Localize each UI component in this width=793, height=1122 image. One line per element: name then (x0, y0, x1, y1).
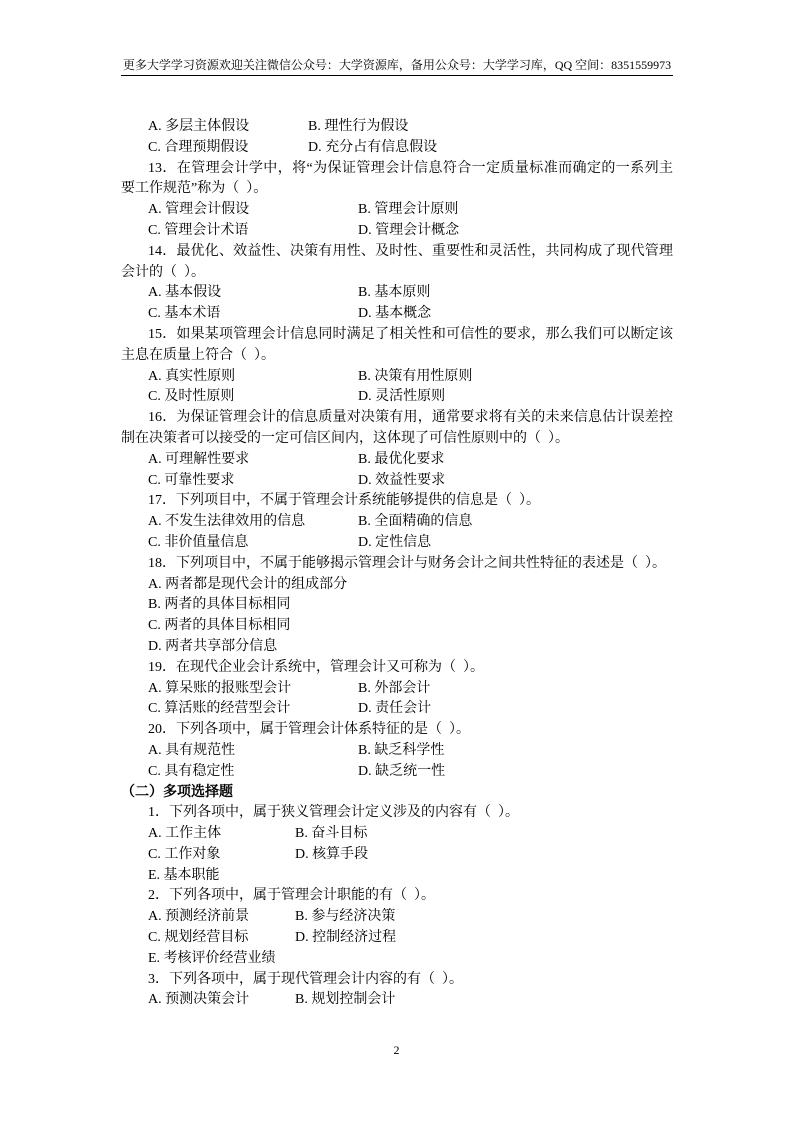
q14-options-row-cd (121, 304, 673, 325)
q15-stem-line-2: 主息在质量上符合（ ）。 (121, 347, 275, 363)
q17-option-c: C. 非价值量信息 (148, 534, 249, 550)
q14-option-d: D. 基本概念 (358, 306, 432, 322)
q16-options-row-cd (121, 471, 673, 492)
q13-stem-line-1: 13．在管理会计学中，将“为保证管理会计信息符合一定质量标准而确定的一系列主 (148, 160, 673, 176)
header-rule (121, 75, 673, 76)
q12-option-b: B. 理性行为假设 (308, 119, 409, 134)
mc-q3-options-row-ab (121, 990, 673, 1011)
page-number: 2 (393, 1043, 400, 1057)
q18-option-a: A. 两者都是现代会计的组成部分 (148, 576, 348, 592)
q17-options-row-ab (121, 512, 673, 533)
mc-q2-options-row-cd (121, 928, 673, 949)
q19-option-d: D. 责任会计 (358, 701, 432, 717)
q13-stem-line-2: 要工作规范”称为（ ）。 (121, 181, 268, 197)
q12-option-c: C. 合理预期假设 (148, 139, 249, 155)
q16-stem-line-2: 制在决策者可以接受的一定可信区间内，这体现了可信性原则中的（ ）。 (121, 430, 569, 446)
q20-option-c: C. 具有稳定性 (148, 763, 235, 779)
q15-option-b: B. 决策有用性原则 (358, 368, 473, 384)
q16-option-a: A. 可理解性要求 (148, 451, 250, 467)
q17-option-d: D. 定性信息 (358, 534, 432, 550)
q13-options-row-cd (121, 221, 673, 242)
q15-option-a: A. 真实性原则 (148, 368, 236, 384)
mc-q2-option-d: D. 控制经济过程 (295, 930, 397, 946)
mc-q3-option-b: B. 规划控制会计 (295, 992, 396, 1008)
q18-stem: 18．下列项目中，不属于能够揭示管理会计与财务会计之间共性特征的表述是（ ）。 (148, 555, 666, 571)
mc-q1-option-e: E. 基本职能 (148, 867, 220, 883)
mc-q2-stem: 2．下列各项中，属于管理会计职能的有（ ）。 (148, 888, 435, 904)
q12-option-a: A. 多层主体假设 (148, 119, 250, 134)
q19-option-b: B. 外部会计 (358, 680, 431, 696)
mc-q1-option-b: B. 奋斗目标 (295, 826, 368, 842)
q20-option-d: D. 缺乏统一性 (358, 763, 446, 779)
mc-q1-option-a: A. 工作主体 (148, 826, 222, 842)
q20-option-b: B. 缺乏科学性 (358, 742, 445, 758)
mc-q3-stem: 3．下列各项中，属于现代管理会计内容的有（ ）。 (148, 971, 463, 987)
q19-option-c: C. 算活账的经营型会计 (148, 701, 291, 717)
q15-stem-line-1: 15．如果某项管理会计信息同时满足了相关性和可信性的要求，那么我们可以断定该 (148, 326, 673, 342)
q15-option-d: D. 灵活性原则 (358, 389, 446, 405)
page-header: 更多大学学习资源欢迎关注微信公众号：大学资源库，备用公众号：大学学习库，QQ 空间：8351559973 (122, 58, 672, 72)
q13-option-b: B. 管理会计原则 (358, 202, 459, 218)
q17-stem: 17．下列项目中，不属于管理会计系统能够提供的信息是（ ）。 (148, 493, 540, 509)
q14-option-c: C. 基本术语 (148, 306, 221, 322)
q18-option-b: B. 两者的具体目标相同 (148, 597, 291, 613)
q18-option-d: D. 两者共享部分信息 (148, 638, 278, 654)
mc-q1-option-c: C. 工作对象 (148, 846, 221, 862)
q15-options-row-ab (121, 367, 673, 388)
section-heading-multiple-choice: （二）多项选择题 (121, 784, 233, 800)
q17-option-a: A. 不发生法律效用的信息 (148, 514, 306, 530)
q16-option-b: B. 最优化要求 (358, 451, 445, 467)
mc-q2-options-row-ab (121, 907, 673, 928)
q20-options-row-ab (121, 741, 673, 762)
mc-q2-option-e: E. 考核评价经营业绩 (148, 950, 276, 966)
q19-option-a: A. 算呆账的报账型会计 (148, 680, 292, 696)
q13-options-row-ab (121, 200, 673, 221)
page-content (121, 117, 673, 1011)
q13-option-d: D. 管理会计概念 (358, 222, 460, 238)
q16-option-c: C. 可靠性要求 (148, 472, 235, 488)
q14-stem-line-2: 会计的（ ）。 (121, 264, 205, 280)
q12-option-d: D. 充分占有信息假设 (308, 139, 438, 155)
q19-stem: 19．在现代企业会计系统中，管理会计又可称为（ ）。 (148, 659, 484, 675)
q18-option-c: C. 两者的具体目标相同 (148, 618, 291, 634)
q13-option-a: A. 管理会计假设 (148, 202, 250, 218)
mc-q2-option-b: B. 参与经济决策 (295, 909, 396, 925)
q19-options-row-ab (121, 679, 673, 700)
mc-q1-option-d: D. 核算手段 (295, 846, 369, 862)
q14-option-b: B. 基本原则 (358, 285, 431, 301)
q17-option-b: B. 全面精确的信息 (358, 514, 473, 530)
mc-q1-options-row-ab (121, 824, 673, 845)
mc-q3-option-a: A. 预测决策会计 (148, 992, 250, 1008)
mc-q1-stem: 1．下列各项中，属于狭义管理会计定义涉及的内容有（ ）。 (148, 805, 519, 821)
q16-options-row-ab (121, 450, 673, 471)
q14-options-row-ab (121, 283, 673, 304)
q20-stem: 20．下列各项中，属于管理会计体系特征的是（ ）。 (148, 722, 470, 738)
q19-options-row-cd (121, 699, 673, 720)
q15-options-row-cd (121, 387, 673, 408)
q14-stem-line-1: 14．最优化、效益性、决策有用性、及时性、重要性和灵活性，共同构成了现代管理 (148, 243, 673, 259)
q12-options-row-ab (121, 117, 673, 138)
q16-option-d: D. 效益性要求 (358, 472, 446, 488)
q20-option-a: A. 具有规范性 (148, 742, 236, 758)
q14-option-a: A. 基本假设 (148, 285, 222, 301)
q12-options-row-cd (121, 138, 673, 159)
mc-q2-option-a: A. 预测经济前景 (148, 909, 250, 925)
q16-stem-line-1: 16．为保证管理会计的信息质量对决策有用，通常要求将有关的未来信息估计误差控 (148, 410, 673, 426)
q17-options-row-cd (121, 533, 673, 554)
q20-options-row-cd (121, 762, 673, 783)
mc-q2-option-c: C. 规划经营目标 (148, 930, 249, 946)
q15-option-c: C. 及时性原则 (148, 389, 235, 405)
q13-option-c: C. 管理会计术语 (148, 222, 249, 238)
mc-q1-options-row-cd (121, 845, 673, 866)
